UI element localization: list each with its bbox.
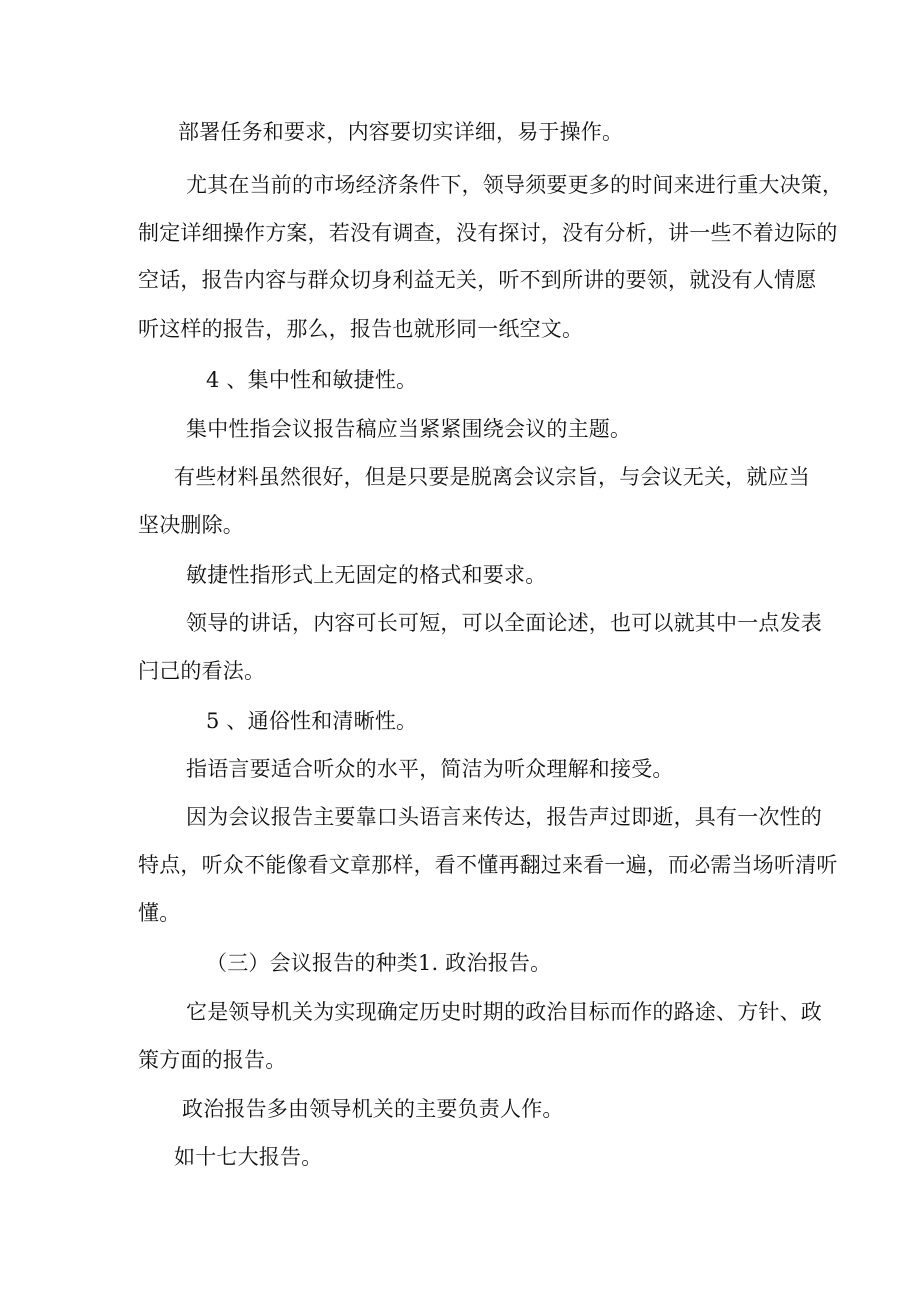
paragraph-line: 部署任务和要求，内容要切实详细，易于操作。 [178,120,624,144]
paragraph-line: 策方面的报告。 [138,1048,287,1072]
paragraph-line: 空话，报告内容与群众切身利益无关，听不到所讲的要领，就没有人情愿 [138,268,817,292]
paragraph-line: 指语言要适合听众的水平，简洁为听众理解和接受。 [186,757,674,781]
section-heading: 4 、集中性和敏捷性。 [206,368,418,392]
paragraph-line: 坚决删除。 [138,513,244,537]
paragraph-line: 如十七大报告。 [174,1145,323,1169]
paragraph-line: 它是领导机关为实现确定历史时期的政治目标而作的路途、方针、政 [186,1000,822,1024]
paragraph-line: 敏捷性指形式上无固定的格式和要求。 [186,563,547,587]
paragraph-line: 听这样的报告，那么，报告也就形同一纸空文。 [138,317,584,341]
paragraph-line: 领导的讲话，内容可长可短，可以全面论述，也可以就其中一点发表 [186,611,822,635]
paragraph-line: 懂。 [138,901,181,925]
paragraph-line: 闩己的看法。 [138,659,266,683]
paragraph-line: 特点，听众不能像看文章那样，看不懂再翻过来看一遍，而必需当场听清听 [138,853,838,877]
paragraph-line: 集中性指会议报告稿应当紧紧围绕会议的主题。 [186,417,632,441]
paragraph-line: 制定详细操作方案，若没有调查，没有探讨，没有分析，讲一些不着边际的 [138,221,838,245]
paragraph-line: 因为会议报告主要靠口头语言来传达，报告声过即逝，具有一次性的 [186,805,822,829]
section-heading: （三）会议报告的种类1. 政治报告。 [206,951,552,975]
paragraph-line: 政治报告多由领导机关的主要负责人作。 [182,1097,564,1121]
paragraph-line: 有些材料虽然很好，但是只要是脱离会议宗旨，与会议无关，就应当 [174,465,810,489]
section-heading: 5 、通俗性和清晰性。 [206,709,418,733]
paragraph-line: 尤其在当前的市场经济条件下，领导须要更多的时间来进行重大决策， [186,173,844,197]
